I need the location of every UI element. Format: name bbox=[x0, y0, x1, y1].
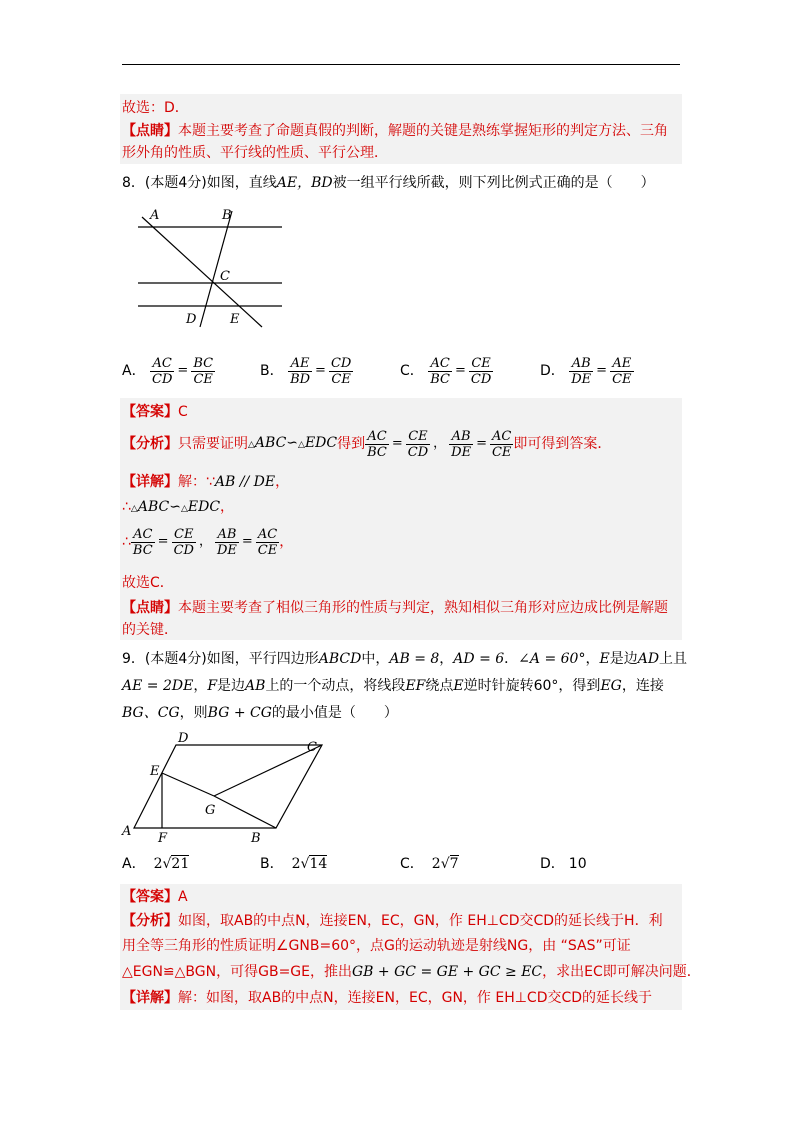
denominator: CE bbox=[331, 371, 351, 387]
numerator: AB bbox=[569, 356, 593, 372]
fraction bbox=[469, 356, 493, 387]
analysis-text: 只需要证明 bbox=[178, 436, 248, 452]
q8-label-a: A bbox=[150, 208, 160, 223]
q8-detail-2: ∴△ABC∽△EDC， bbox=[122, 499, 235, 515]
q8-note-2: 的关键． bbox=[122, 622, 178, 638]
fraction bbox=[428, 356, 452, 387]
q7-note-line-1 bbox=[122, 121, 668, 141]
q7-answer: 故选：D． bbox=[122, 100, 189, 116]
q9-stem-1: 9．(本题4分)如图，平行四边形ABCD中，AB = 8，AD = 6．∠A = 60°，E是边AD上且 bbox=[122, 651, 688, 667]
q9-analysis-1: 【分析】如图，取AB的中点N，连接EN，EC，GN，作 EH⊥CD交CD的延长线于H．利 bbox=[122, 913, 663, 929]
q8-stem-vars: AE，BD bbox=[276, 175, 333, 191]
fraction: $\frac{CE}{CD}$ bbox=[407, 428, 429, 460]
note-tag: 【点睛】 bbox=[122, 600, 178, 616]
q9-option-c: C． 2√7 bbox=[400, 856, 459, 872]
q8-option-b: B． $\frac{AE}{BD}$ = $\frac{CD}{CE}$ bbox=[260, 355, 352, 387]
fraction: $\frac{AC}{CE}$ bbox=[257, 526, 278, 558]
denominator: CE bbox=[193, 371, 213, 387]
q9-option-b: B． 2√14 bbox=[260, 856, 328, 872]
numerator: CE bbox=[469, 356, 493, 372]
analysis-text: 即可得到答案． bbox=[513, 436, 612, 452]
fraction bbox=[569, 356, 593, 387]
denominator: BD bbox=[290, 371, 311, 387]
note-tag: 【点睛】 bbox=[122, 123, 178, 139]
q9-label-e: E bbox=[150, 764, 160, 779]
q8-option-a: A． $\frac{AC}{CD}$ = $\frac{BC}{CE}$ bbox=[122, 355, 214, 387]
analysis-text: 得到 bbox=[337, 436, 366, 452]
numerator: AE bbox=[610, 356, 633, 372]
q9-label-d: D bbox=[178, 731, 189, 746]
q9-label-f: F bbox=[158, 831, 168, 846]
q9-analysis-3: △EGN≌△BGN，可得GB=GE，推出GB + GC = GE + GC ≥ EC，求出EC即可解决问题． bbox=[122, 964, 701, 980]
fraction: $\frac{AC}{CE}$ bbox=[491, 428, 512, 460]
fraction: $\frac{AB}{DE}$ bbox=[216, 526, 237, 558]
numerator: BC bbox=[193, 355, 214, 371]
analysis-tag: 【分析】 bbox=[122, 436, 178, 452]
q8-stem bbox=[122, 173, 655, 193]
fraction: $\frac{CE}{CD}$ bbox=[173, 526, 194, 558]
fraction: $\frac{AB}{DE}$ bbox=[451, 428, 472, 460]
q8-figure bbox=[130, 205, 290, 333]
q9-option-d: D． 10 bbox=[540, 856, 587, 872]
analysis-similar-2: EDC bbox=[304, 435, 338, 451]
q8-detail-3: ∴ $\frac{AC}{BC}$ = $\frac{CE}{CD}$ ， $\frac{AB}{DE}$ = $\frac{AC}{CE}$ ， bbox=[122, 526, 294, 558]
detail-text: 解：∵ bbox=[178, 474, 215, 490]
denominator: BC bbox=[430, 371, 450, 387]
q9-label-c: C bbox=[307, 740, 317, 755]
q8-label-e: E bbox=[230, 312, 240, 327]
q9-stem-2: AE = 2DE，F是边AB上的一个动点，将线段EF绕点E逆时针旋转60°，得到EG，连接 bbox=[122, 678, 664, 694]
header-rule bbox=[122, 64, 680, 65]
denominator: DE bbox=[571, 371, 592, 387]
q8-label-b: B bbox=[222, 208, 232, 223]
q9-label-b: B bbox=[251, 831, 261, 846]
q9-label-g: G bbox=[205, 803, 216, 818]
q8-stem-post: 被一组平行线所截，则下列比例式正确的是（ ） bbox=[332, 175, 655, 191]
option-letter: C． bbox=[400, 363, 424, 379]
fraction: $\frac{AC}{BC}$ bbox=[367, 428, 387, 460]
option-letter: D． bbox=[540, 363, 565, 379]
fraction: $\frac{AC}{BC}$ bbox=[132, 526, 153, 558]
numerator: AC bbox=[428, 356, 452, 372]
q8-answer bbox=[122, 402, 188, 422]
q9-figure bbox=[118, 728, 333, 846]
fraction bbox=[610, 356, 633, 387]
q9-option-a: A． 2√21 bbox=[122, 856, 190, 872]
q8-label-c: C bbox=[220, 269, 230, 284]
detail-math: ABC∽ bbox=[137, 499, 181, 515]
q8-note-1 bbox=[122, 598, 668, 618]
therefore-symbol: ∴ bbox=[122, 499, 131, 515]
q8-option-c: C． $\frac{AC}{BC}$ = $\frac{CE}{CD}$ bbox=[400, 355, 492, 387]
answer-value: C bbox=[178, 404, 188, 420]
detail-math: AB // DE bbox=[214, 474, 276, 490]
q8-label-d: D bbox=[186, 312, 197, 327]
answer-tag: 【答案】 bbox=[122, 404, 178, 420]
detail-math-2: EDC bbox=[187, 499, 221, 515]
option-letter: A． bbox=[122, 363, 146, 379]
q9-label-a: A bbox=[122, 824, 132, 839]
analysis-similar: ABC∽ bbox=[254, 435, 299, 451]
numerator: CD bbox=[330, 355, 352, 371]
denominator: CD bbox=[152, 371, 173, 387]
note-text: 本题主要考查了相似三角形的性质与判定，熟知相似三角形对应边成比例是解题 bbox=[178, 600, 668, 616]
q8-stem-pre: 8．(本题4分)如图，直线 bbox=[122, 175, 277, 191]
fraction bbox=[150, 356, 174, 387]
q9-detail-1: 【详解】解：如图，取AB的中点N，连接EN，EC，GN，作 EH⊥CD交CD的延长线于 bbox=[122, 990, 653, 1006]
numerator: AE bbox=[288, 356, 312, 372]
fraction bbox=[191, 356, 215, 387]
q7-note-line-2: 形外角的性质、平行线的性质、平行公理． bbox=[122, 145, 388, 161]
note-text: 本题主要考查了命题真假的判断，解题的关键是熟练掌握矩形的判定方法、三角 bbox=[178, 123, 668, 139]
fraction bbox=[288, 356, 312, 387]
q8-detail-1: 【详解】解：∵AB // DE， bbox=[122, 474, 290, 490]
q9-stem-3: BG、CG，则BG + CG的最小值是（ ） bbox=[122, 705, 398, 721]
detail-tag: 【详解】 bbox=[122, 474, 178, 490]
q8-analysis: 【分析】只需要证明△ABC∽△EDC得到 $\frac{AC}{BC}$ = $\frac{CE}{CD}$ ， $\frac{AB}{DE}$ = $\frac{AC}{CE}$ 即可得到答案． bbox=[122, 428, 612, 460]
q8-final: 故选C． bbox=[122, 575, 174, 591]
denominator: CE bbox=[612, 371, 632, 387]
q9-analysis-2: 用全等三角形的性质证明∠GNB=60°，点G的运动轨迹是射线NG，由 “SAS”可证 bbox=[122, 938, 631, 954]
denominator: CD bbox=[470, 371, 492, 387]
q8-option-d: D． $\frac{AB}{DE}$ = $\frac{AE}{CE}$ bbox=[540, 355, 632, 387]
option-letter: B． bbox=[260, 363, 284, 379]
numerator: AC bbox=[150, 356, 174, 372]
fraction bbox=[329, 356, 353, 387]
q9-answer: 【答案】A bbox=[122, 889, 188, 905]
